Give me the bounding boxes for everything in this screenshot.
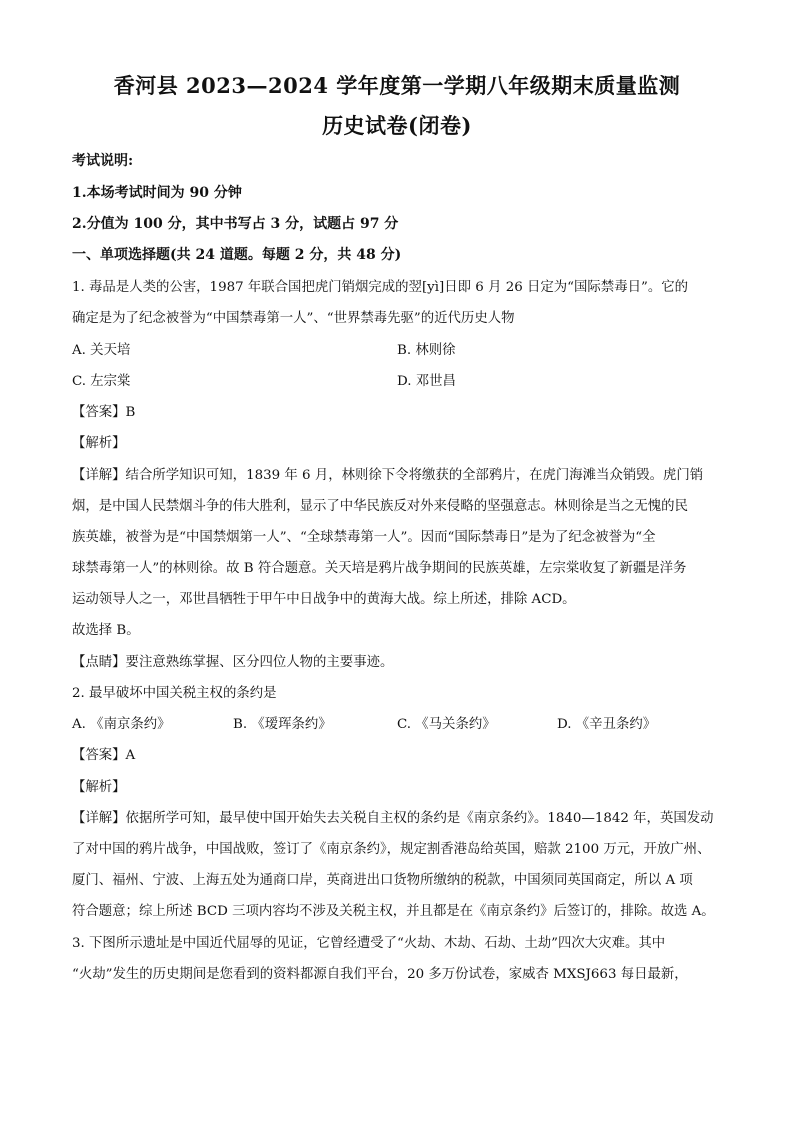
question-2-option-b: B. 《瑷珲条约》 bbox=[233, 717, 332, 732]
question-2-stem: 2. 最早破坏中国关税主权的条约是 bbox=[72, 686, 277, 701]
question-1-analysis-label: 【解析】 bbox=[72, 436, 126, 451]
question-1-detail-line: 族英雄，被誉为是“中国禁烟第一人”、“全球禁毒第一人”。因而“国际禁毒日”是为了纪念被誉为“全 bbox=[72, 530, 656, 545]
question-1-answer: 【答案】B bbox=[72, 405, 136, 420]
question-1-option-b: B. 林则徐 bbox=[397, 343, 456, 358]
question-1-conclusion: 故选择 B。 bbox=[72, 623, 140, 638]
question-1-option-c: C. 左宗棠 bbox=[72, 374, 131, 389]
question-2-analysis-label: 【解析】 bbox=[72, 780, 126, 795]
instruction-item-1: 1.本场考试时间为 90 分钟 bbox=[72, 185, 242, 201]
question-1-option-d: D. 邓世昌 bbox=[397, 374, 456, 389]
question-2-answer: 【答案】A bbox=[72, 748, 136, 763]
question-1-stem-line-1: 1. 毒品是人类的公害，1987 年联合国把虎门销烟完成的翌[yì]日即 6 月 26 日定为“国际禁毒日”。它的 bbox=[72, 280, 688, 295]
question-2-option-c: C. 《马关条约》 bbox=[397, 717, 496, 732]
instruction-item-2: 2.分值为 100 分，其中书写占 3 分，试题占 97 分 bbox=[72, 216, 399, 232]
question-3-stem-line-1: 3. 下图所示遗址是中国近代屈辱的见证，它曾经遭受了“火劫、木劫、石劫、土劫”四次大灾难。其中 bbox=[72, 936, 666, 951]
instructions-heading: 考试说明: bbox=[72, 153, 134, 169]
question-3-stem-line-2: “火劫”发生的历史期间是您看到的资料都源自我们平台，20 多万份试卷，家威杏 MXSJ663 每日最新， bbox=[72, 967, 688, 982]
question-2-detail-line: 厦门、福州、宁波、上海五处为通商口岸，英商进出口货物所缴纳的税款，中国须同英国商定，所以 A 项 bbox=[72, 873, 693, 888]
question-2-option-a: A. 《南京条约》 bbox=[72, 717, 171, 732]
section-heading: 一、单项选择题(共 24 道题。每题 2 分，共 48 分) bbox=[72, 247, 402, 263]
question-2-detail-line: 了对中国的鸦片战争，中国战败，签订了《南京条约》，规定割香港岛给英国，赔款 2100 万元，开放广州、 bbox=[72, 842, 711, 857]
question-1-stem-line-2: 确定是为了纪念被誉为“中国禁毒第一人”、“世界禁毒先驱”的近代历史人物 bbox=[72, 311, 515, 326]
question-1-detail-line: 烟，是中国人民禁烟斗争的伟大胜利，显示了中华民族反对外来侵略的坚强意志。林则徐是当之无愧的民 bbox=[72, 499, 688, 514]
question-2-detail-line: 【详解】依据所学可知，最早使中国开始失去关税自主权的条约是《南京条约》。1840—1842 年，英国发动 bbox=[72, 811, 714, 826]
question-1-detail-line: 运动领导人之一，邓世昌牺牲于甲午中日战争中的黄海大战。综上所述，排除 ACD。 bbox=[72, 592, 576, 607]
question-1-detail-line: 球禁毒第一人”的林则徐。故 B 符合题意。关天培是鸦片战争期间的民族英雄，左宗棠收复了新疆是洋务 bbox=[72, 561, 687, 576]
question-1-detail-line: 【详解】结合所学知识可知，1839 年 6 月，林则徐下令将缴获的全部鸦片，在虎门海滩当众销毁。虎门销 bbox=[72, 468, 704, 483]
exam-title: 香河县 2023—2024 学年度第一学期八年级期末质量监测 bbox=[113, 73, 681, 98]
question-1-option-a: A. 关天培 bbox=[72, 343, 131, 358]
exam-subtitle: 历史试卷(闭卷) bbox=[322, 113, 472, 138]
question-1-comment: 【点睛】要注意熟练掌握、区分四位人物的主要事迹。 bbox=[72, 655, 394, 670]
question-2-detail-line: 符合题意；综上所述 BCD 三项内容均不涉及关税主权，并且都是在《南京条约》后签订的，排除。故选 A。 bbox=[72, 904, 715, 919]
question-2-option-d: D. 《辛丑条约》 bbox=[557, 717, 657, 732]
